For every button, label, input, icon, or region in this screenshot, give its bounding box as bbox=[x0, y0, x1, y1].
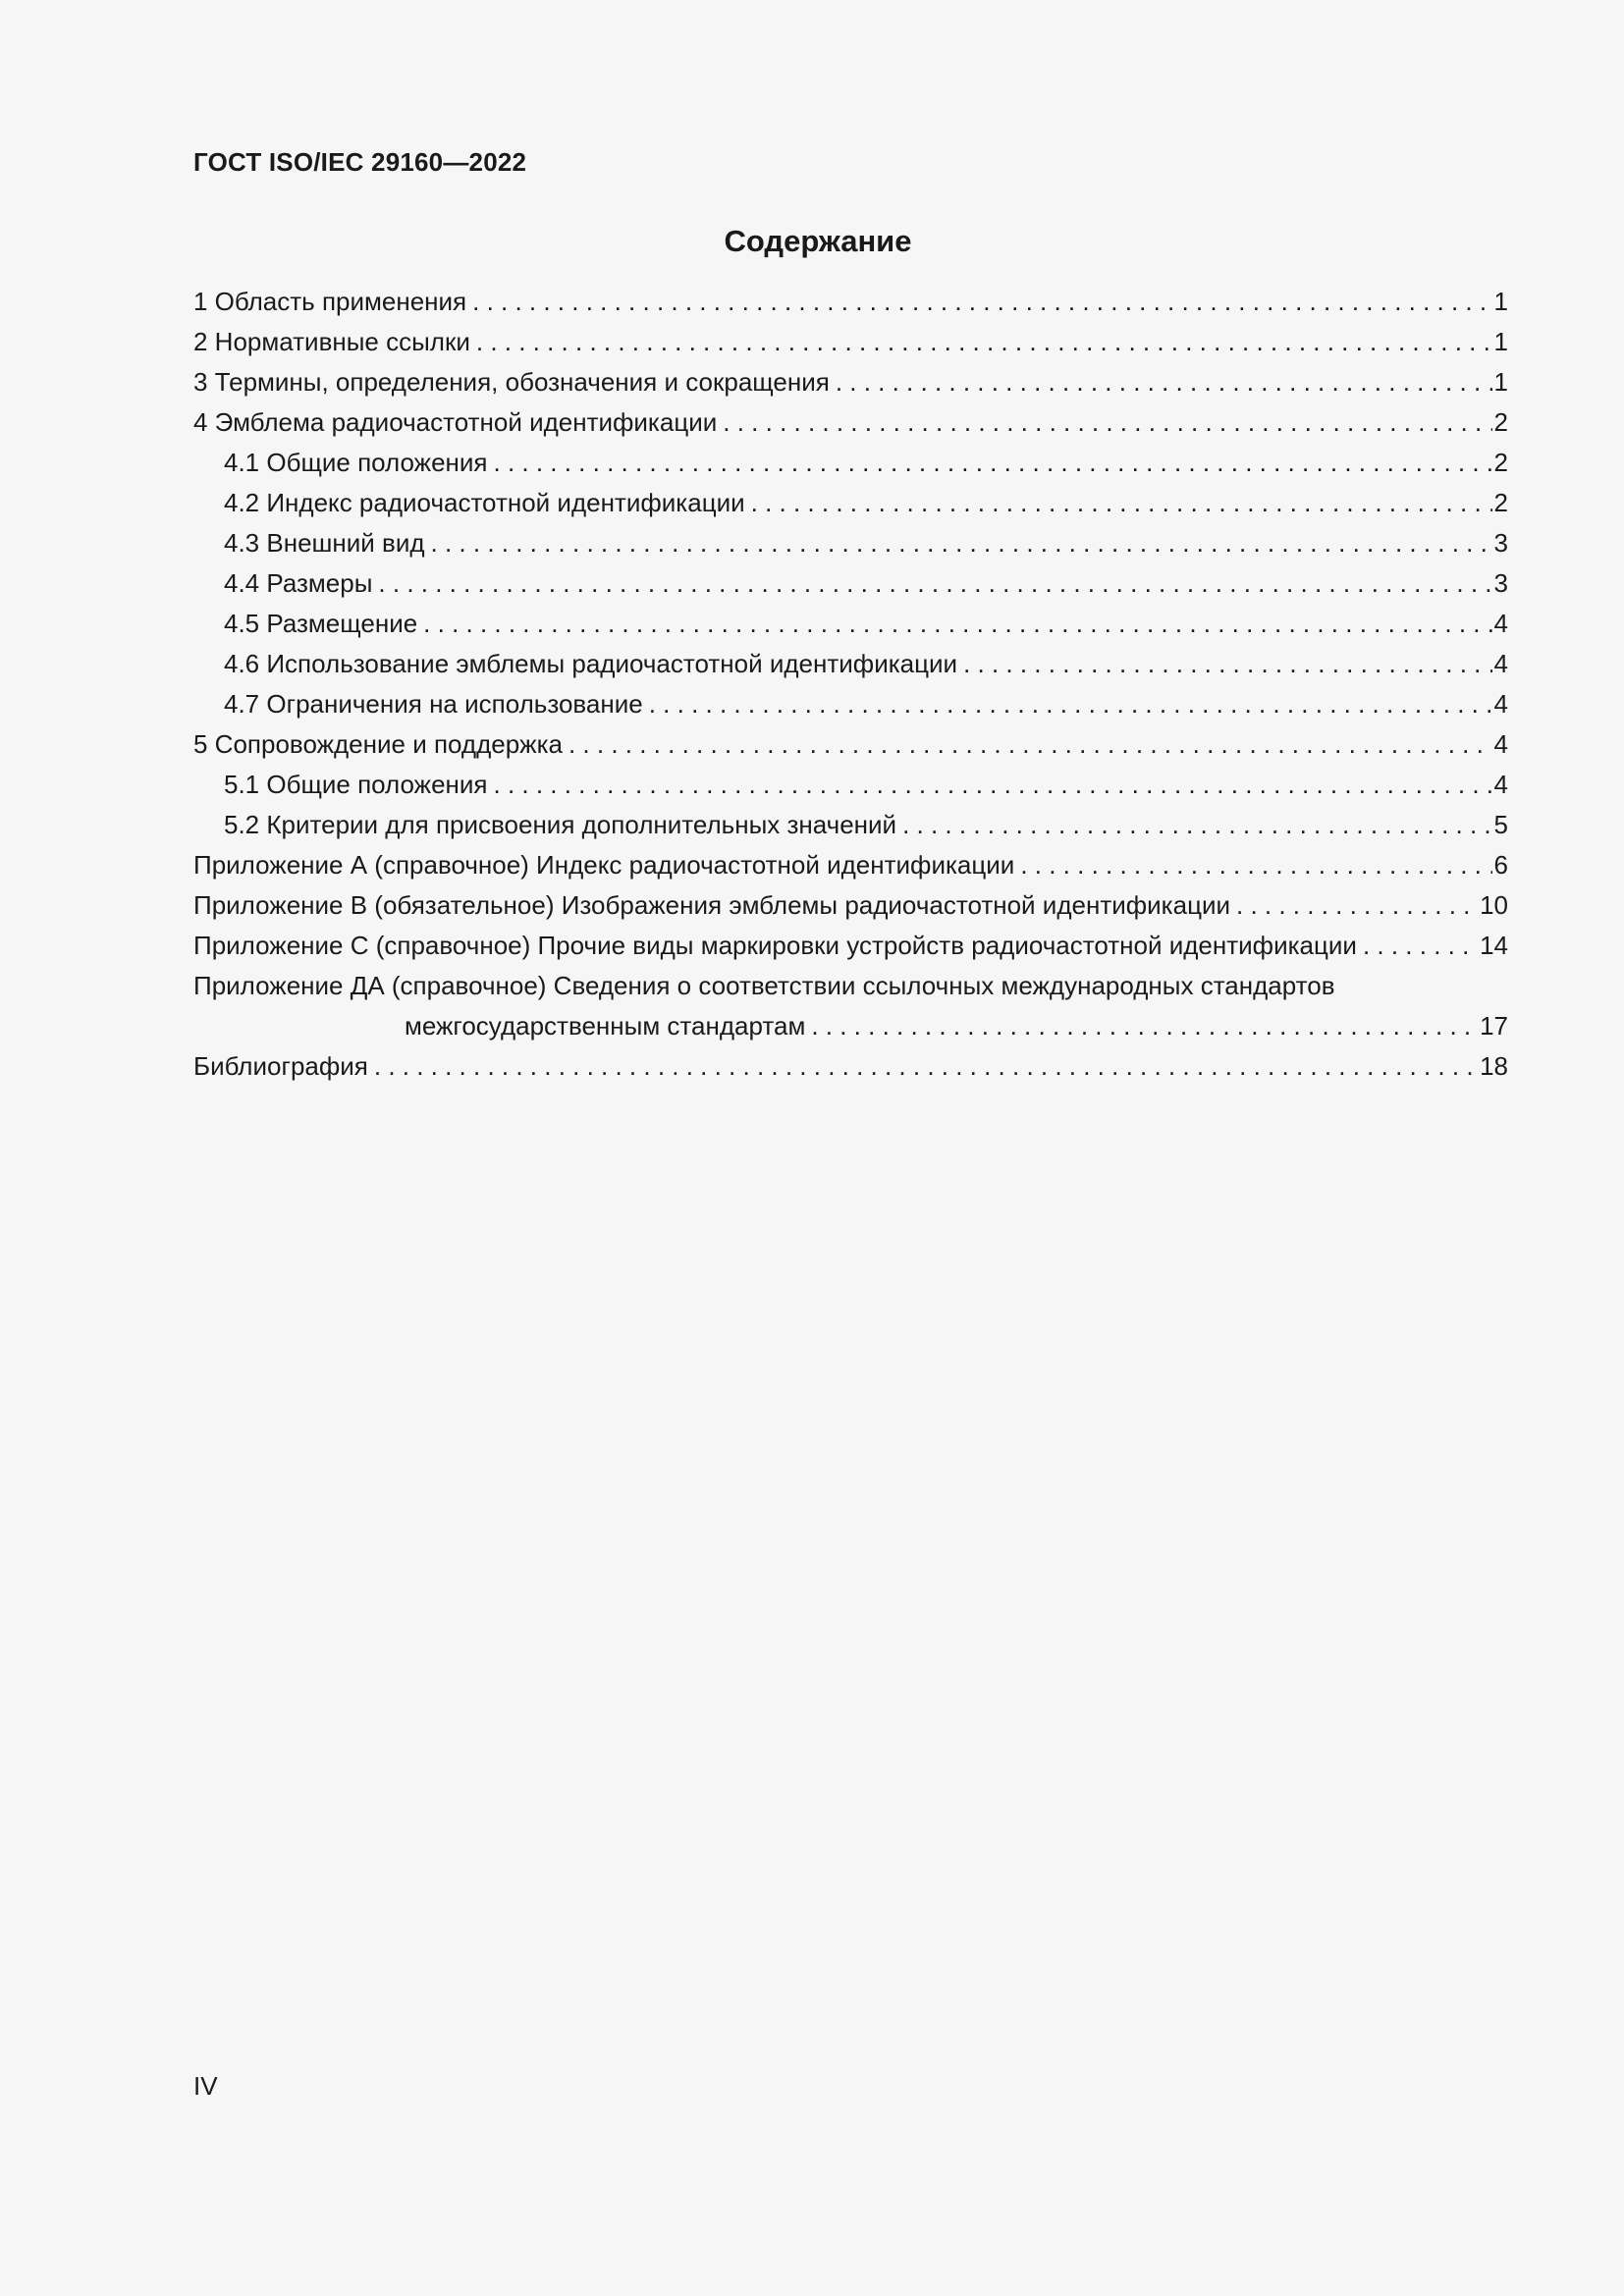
toc-leader-dots bbox=[811, 1006, 1478, 1046]
toc-leader-dots bbox=[494, 443, 1492, 483]
toc-entry-label: Библиография bbox=[193, 1051, 368, 1081]
toc-entry[interactable] bbox=[193, 402, 1508, 443]
toc-entry-label: 4.4 Размеры bbox=[224, 568, 373, 598]
toc-entry[interactable] bbox=[193, 483, 1508, 523]
page-title: Содержание bbox=[724, 224, 912, 258]
toc-entry[interactable] bbox=[193, 805, 1508, 845]
toc-entry-page: 4 bbox=[1493, 770, 1508, 799]
toc-entry-page: 4 bbox=[1493, 649, 1508, 678]
toc-entry-label: 4.3 Внешний вид bbox=[224, 528, 425, 558]
toc-entry[interactable] bbox=[193, 443, 1508, 483]
toc-entry-label: 4.6 Использование эмблемы радиочастотной идентификации bbox=[224, 649, 958, 678]
toc-entry-page: 10 bbox=[1480, 890, 1508, 920]
toc-leader-dots bbox=[649, 684, 1492, 724]
toc-entry-page: 4 bbox=[1493, 729, 1508, 759]
toc-entry-page: 4 bbox=[1493, 609, 1508, 638]
toc-entry-page: 18 bbox=[1480, 1051, 1508, 1081]
toc-entry-bibliography[interactable] bbox=[193, 1046, 1508, 1087]
toc-entry-page: 2 bbox=[1493, 407, 1508, 437]
toc-entry[interactable] bbox=[193, 684, 1508, 724]
toc-leader-dots bbox=[378, 563, 1491, 604]
toc-entry-label: 5.1 Общие положения bbox=[224, 770, 488, 799]
table-of-contents bbox=[193, 282, 1508, 1087]
toc-entry-label: 5.2 Критерии для присвоения дополнительных значений bbox=[224, 810, 897, 839]
toc-leader-dots bbox=[431, 523, 1492, 563]
toc-entry-label: Приложение А (справочное) Индекс радиочастотной идентификации bbox=[193, 850, 1015, 880]
toc-entry-page: 6 bbox=[1493, 850, 1508, 880]
toc-leader-dots bbox=[472, 282, 1491, 322]
toc-entry-page: 2 bbox=[1493, 488, 1508, 517]
toc-entry-page: 4 bbox=[1493, 689, 1508, 719]
toc-entry-label: Приложение В (обязательное) Изображения эмблемы радиочастотной идентификации bbox=[193, 890, 1231, 920]
toc-entry[interactable] bbox=[193, 724, 1508, 765]
toc-leader-dots bbox=[963, 644, 1491, 684]
toc-leader-dots bbox=[723, 402, 1491, 443]
toc-leader-dots bbox=[423, 604, 1491, 644]
toc-list bbox=[193, 282, 1508, 966]
toc-entry[interactable] bbox=[193, 885, 1508, 926]
document-header: ГОСТ ISO/IEC 29160—2022 bbox=[193, 147, 527, 177]
toc-entry[interactable] bbox=[193, 362, 1508, 402]
toc-leader-dots bbox=[476, 322, 1492, 362]
toc-entry-label: 2 Нормативные ссылки bbox=[193, 327, 470, 356]
toc-leader-dots bbox=[902, 805, 1491, 845]
toc-entry[interactable] bbox=[193, 644, 1508, 684]
toc-entry-page: 1 bbox=[1493, 287, 1508, 316]
toc-entry-label: 4.7 Ограничения на использование bbox=[224, 689, 643, 719]
toc-entry-page: 3 bbox=[1493, 568, 1508, 598]
toc-entry-label: 4.2 Индекс радиочастотной идентификации bbox=[224, 488, 745, 517]
toc-entry-label: Приложение С (справочное) Прочие виды маркировки устройств радиочастотной идентификации bbox=[193, 931, 1357, 960]
toc-leader-dots bbox=[568, 724, 1492, 765]
toc-entry-label: межгосударственным стандартам bbox=[405, 1011, 806, 1041]
toc-entry[interactable] bbox=[193, 845, 1508, 885]
toc-entry[interactable] bbox=[193, 604, 1508, 644]
toc-entry-page: 5 bbox=[1493, 810, 1508, 839]
toc-entry-label: 3 Термины, определения, обозначения и сокращения bbox=[193, 367, 830, 397]
toc-leader-dots bbox=[836, 362, 1492, 402]
toc-leader-dots bbox=[374, 1046, 1478, 1087]
toc-leader-dots bbox=[1236, 885, 1478, 926]
toc-entry-page: 3 bbox=[1493, 528, 1508, 558]
toc-leader-dots bbox=[1020, 845, 1491, 885]
toc-entry[interactable] bbox=[193, 523, 1508, 563]
page-number: IV bbox=[193, 2071, 218, 2101]
toc-entry-label: Приложение ДА (справочное) Сведения о соответствии ссылочных международных стандартов bbox=[193, 971, 1335, 1000]
toc-entry-page: 1 bbox=[1493, 367, 1508, 397]
toc-entry-label: 4 Эмблема радиочастотной идентификации bbox=[193, 407, 718, 437]
toc-entry-page: 14 bbox=[1480, 931, 1508, 960]
toc-entry[interactable] bbox=[193, 282, 1508, 322]
toc-entry[interactable] bbox=[193, 563, 1508, 604]
toc-entry[interactable] bbox=[193, 765, 1508, 805]
toc-entry-label: 4.5 Размещение bbox=[224, 609, 418, 638]
toc-entry-label: 4.1 Общие положения bbox=[224, 448, 488, 477]
toc-entry[interactable] bbox=[193, 926, 1508, 966]
toc-entry-label: 5 Сопровождение и поддержка bbox=[193, 729, 563, 759]
toc-leader-dots bbox=[1363, 926, 1478, 966]
toc-entry[interactable] bbox=[193, 322, 1508, 362]
toc-leader-dots bbox=[751, 483, 1492, 523]
toc-leader-dots bbox=[494, 765, 1492, 805]
toc-entry-page: 1 bbox=[1493, 327, 1508, 356]
toc-entry-annex-da[interactable] bbox=[193, 966, 1508, 1046]
toc-entry-label: 1 Область применения bbox=[193, 287, 467, 316]
toc-entry-page: 2 bbox=[1493, 448, 1508, 477]
toc-entry-page: 17 bbox=[1480, 1011, 1508, 1041]
